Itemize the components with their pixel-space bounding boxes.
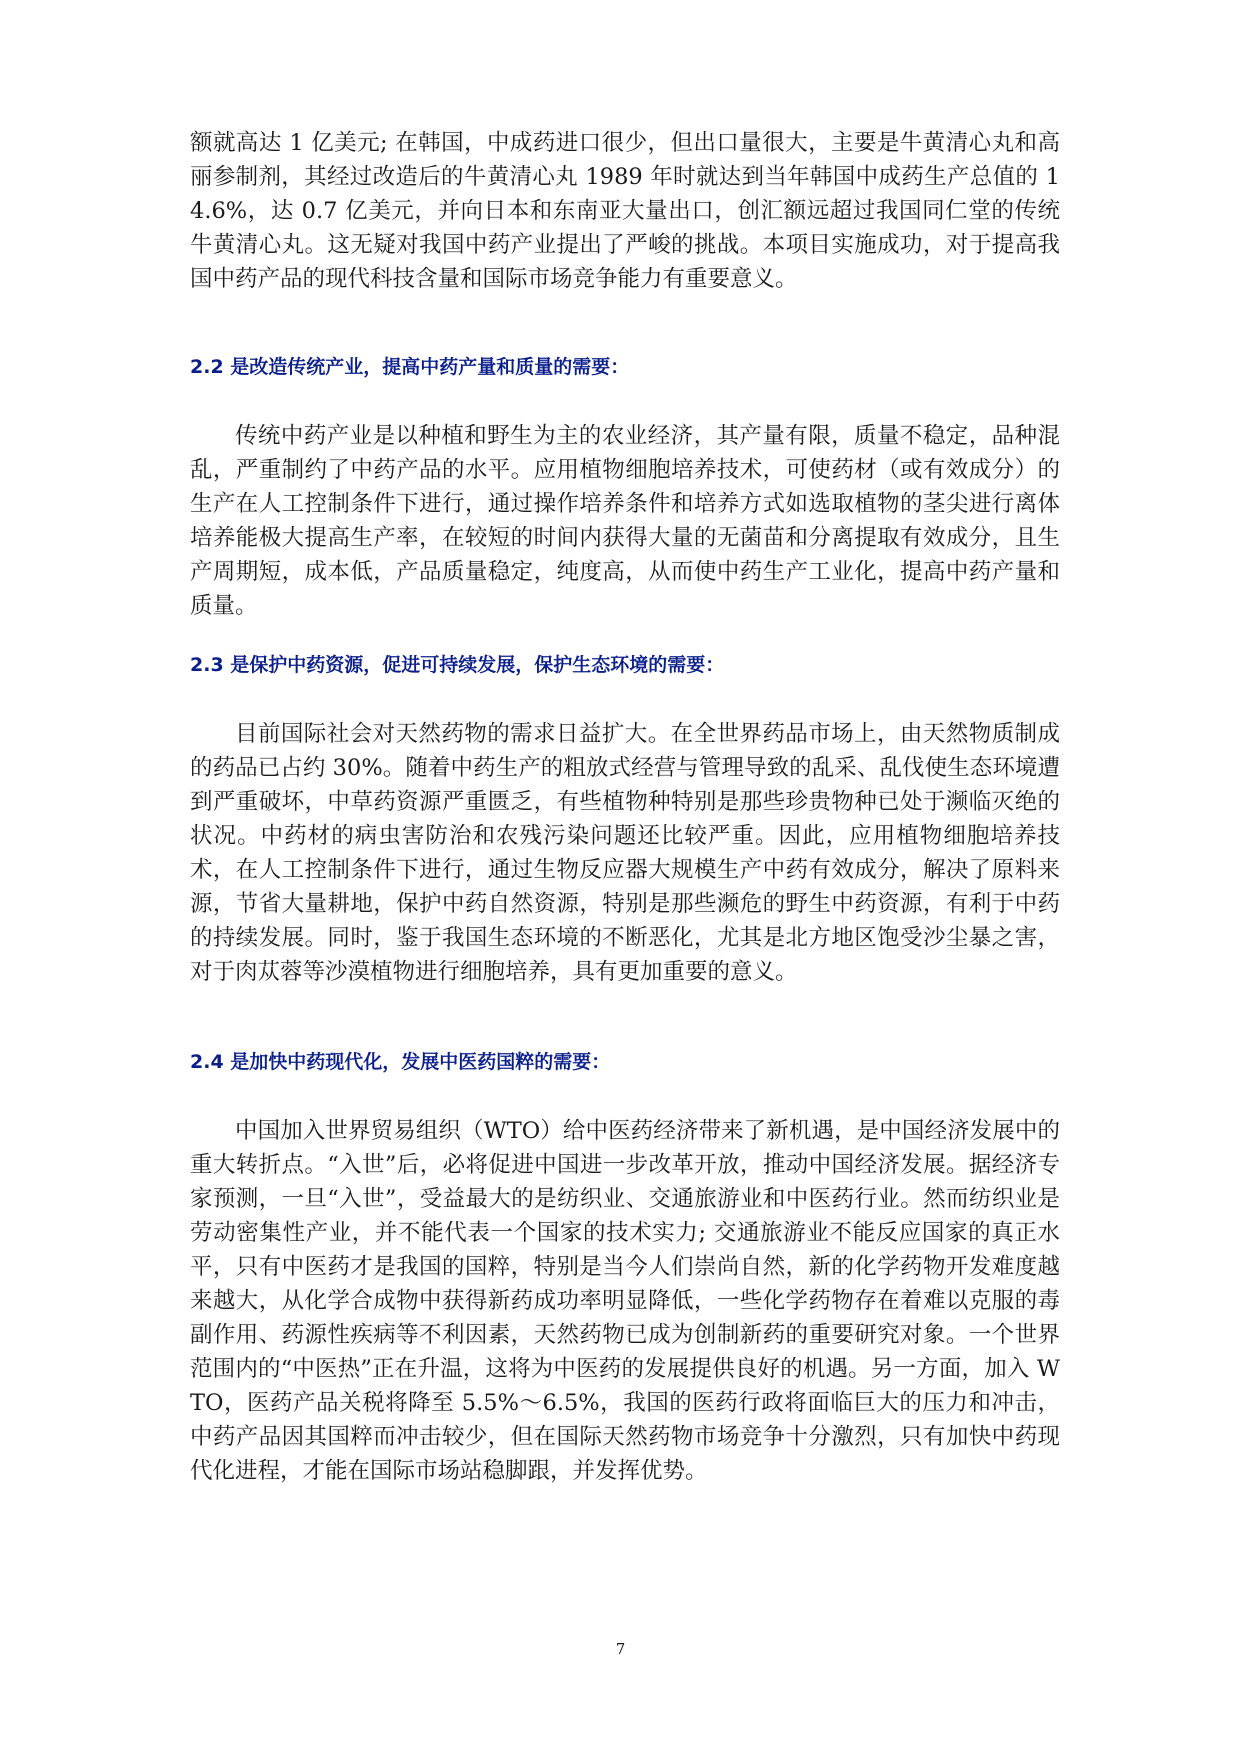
paragraph-intro-continuation: 额就高达 1 亿美元; 在韩国，中成药进口很少，但出口量很大，主要是牛黄清心丸和高丽参制剂，其经过改造后的牛黄清心丸 1989 年时就达到当年韩国中成药生产总值的 14.6%，达 0.7 亿美元，并向日本和东南亚大量出口，创汇额远超过我国同仁堂的传统牛黄清心丸。这无疑对我国中药产业提出了严峻的挑战。本项目实施成功，对于提高我国中药产品的现代科技含量和国际市场竞争能力有重要意义。 [190,130,1061,292]
paragraph-section-2-3: 目前国际社会对天然药物的需求日益扩大。在全世界药品市场上，由天然物质制成的药品已占约 30%。随着中药生产的粗放式经营与管理导致的乱采、乱伐使生态环境遭到严重破坏，中草药资源严重匮乏，有些植物种特别是那些珍贵物种已处于濒临灭绝的状况。中药材的病虫害防治和农残污染问题还比较严重。因此，应用植物细胞培养技术，在人工控制条件下进行，通过生物反应器大规模生产中药有效成分，解决了原料来源，节省大量耕地，保护中药自然资源，特别是那些濒危的野生中药资源，有利于中药的持续发展。同时，鉴于我国生态环境的不断恶化，尤其是北方地区饱受沙尘暴之害，对于肉苁蓉等沙漠植物进行细胞培养，具有更加重要的意义。 [190,721,1060,985]
section-heading-2-2: 2.2 是改造传统产业，提高中药产量和质量的需要： [190,356,630,378]
paragraph-section-2-4: 中国加入世界贸易组织（WTO）给中医药经济带来了新机遇，是中国经济发展中的重大转折点。“入世”后，必将促进中国进一步改革开放，推动中国经济发展。据经济专家预测，一旦“入世”，受益最大的是纺织业、交通旅游业和中医药行业。然而纺织业是劳动密集性产业，并不能代表一个国家的技术实力; 交通旅游业不能反应国家的真正水平，只有中医药才是我国的国粹，特别是当今人们崇尚自然，新的化学药物开发难度越来越大，从化学合成物中获得新药成功率明显降低，一些化学药物存在着难以克服的毒副作用、药源性疾病等不利因素，天然药物已成为创制新药的重要研究对象。一个世界范围内的“中医热”正在升温，这将为中医药的发展提供良好的机遇。另一方面，加入 WTO，医药产品关税将降至 5.5%～6.5%，我国的医药行政将面临巨大的压力和冲击，中药产品因其国粹而冲击较少，但在国际天然药物市场竞争十分激烈，只有加快中药现代化进程，才能在国际市场站稳脚跟，并发挥优势。 [190,1118,1060,1484]
paragraph-section-2-2: 传统中药产业是以种植和野生为主的农业经济，其产量有限，质量不稳定，品种混乱，严重制约了中药产品的水平。应用植物细胞培养技术，可使药材（或有效成分）的生产在人工控制条件下进行，通过操作培养条件和培养方式如选取植物的茎尖进行离体培养能极大提高生产率，在较短的时间内获得大量的无菌苗和分离提取有效成分，且生产周期短，成本低，产品质量稳定，纯度高，从而使中药生产工业化，提高中药产量和质量。 [190,423,1060,619]
section-heading-2-4: 2.4 是加快中药现代化，发展中医药国粹的需要： [190,1051,611,1073]
page-number: 7 [615,1640,626,1658]
section-heading-2-3: 2.3 是保护中药资源，促进可持续发展，保护生态环境的需要： [190,654,725,676]
